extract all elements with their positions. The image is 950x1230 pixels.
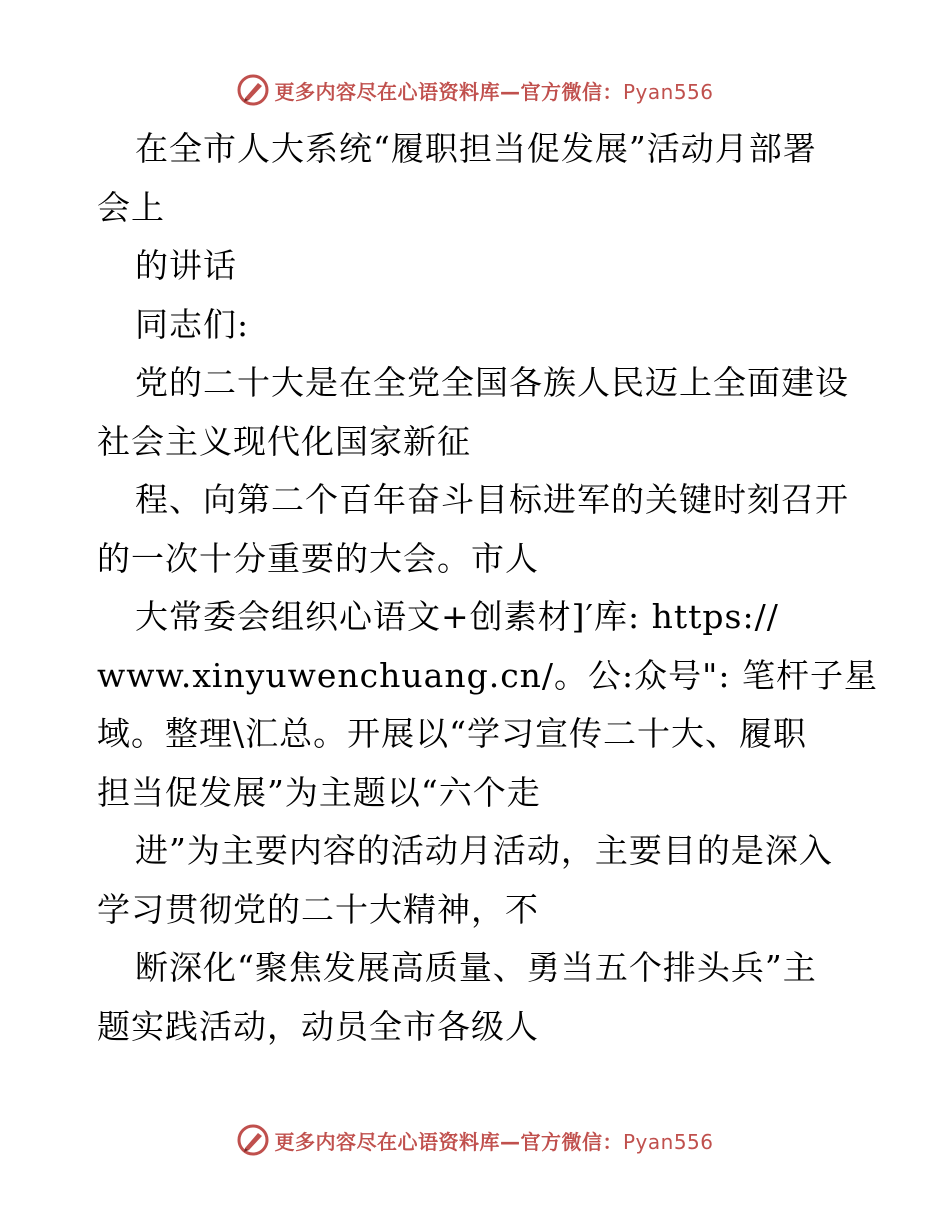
text-line: 大常委会组织心语文+创素材]′库: https:// bbox=[135, 597, 779, 636]
text-line: 域。整理\汇总。开展以“学习宣传二十大、履职 bbox=[97, 714, 807, 753]
text-line: 进”为主要内容的活动月活动，主要目的是深入 bbox=[135, 831, 833, 870]
pen-logo-icon bbox=[236, 1123, 270, 1157]
footer-banner bbox=[0, 1120, 950, 1160]
text-line: 同志们: bbox=[135, 304, 250, 344]
text-line: 断深化“聚焦发展高质量、勇当五个排头兵”主 bbox=[135, 948, 817, 987]
banner-text bbox=[274, 76, 713, 105]
text-line: 的一次十分重要的大会。市人 bbox=[97, 538, 539, 578]
banner-account: Pyan556 bbox=[622, 79, 714, 104]
text-line: 会上 bbox=[97, 187, 165, 227]
banner-account: Pyan556 bbox=[622, 1129, 714, 1154]
text-line: 题实践活动，动员全市各级人 bbox=[97, 1006, 539, 1046]
banner-text bbox=[274, 1126, 713, 1155]
banner-slogan: 更多内容尽在心语资料库—官方微信： bbox=[274, 79, 623, 104]
text-line: 在全市人大系统“履职担当促发展”活动月部署 bbox=[135, 129, 817, 168]
text-line: www.xinyuwenchuang.cn/。公:众号": 笔杆子星 bbox=[97, 655, 878, 695]
text-line: 党的二十大是在全党全国各族人民迈上全面建设 bbox=[135, 363, 849, 402]
text-line: 学习贯彻党的二十大精神，不 bbox=[97, 889, 539, 929]
text-line: 程、向第二个百年奋斗目标进军的关键时刻召开 bbox=[135, 480, 849, 519]
header-banner bbox=[0, 70, 950, 110]
document-body bbox=[97, 120, 878, 1056]
banner-slogan: 更多内容尽在心语资料库—官方微信： bbox=[274, 1129, 623, 1154]
text-line: 社会主义现代化国家新征 bbox=[97, 421, 471, 461]
text-line: 的讲话 bbox=[135, 246, 237, 285]
pen-logo-icon bbox=[236, 73, 270, 107]
text-line: 担当促发展”为主题以“六个走 bbox=[97, 772, 541, 812]
